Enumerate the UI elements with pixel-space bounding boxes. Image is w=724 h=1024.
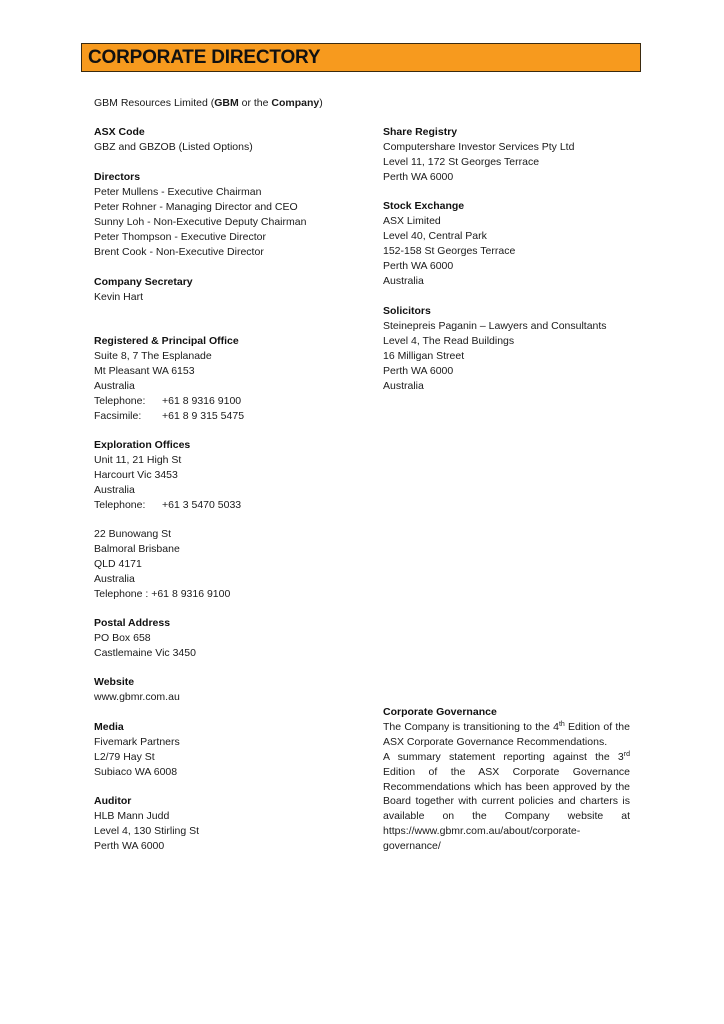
postal-address-heading: Postal Address (94, 617, 171, 629)
asx-code-value: GBZ and GBZOB (Listed Options) (94, 140, 253, 153)
address-line: 16 Milligan Street (383, 349, 465, 362)
media-heading: Media (94, 721, 124, 733)
address-line: 22 Bunowang St (94, 528, 172, 540)
address-line: Australia (94, 572, 135, 585)
asx-code-section (94, 125, 364, 155)
facsimile-line: Facsimile: +61 8 9 315 5475 (94, 409, 245, 422)
exploration-offices-heading: Exploration Offices (94, 439, 191, 451)
address-line: Unit 11, 21 High St (94, 453, 182, 466)
directors-heading: Directors (94, 171, 141, 183)
company-secretary-heading: Company Secretary (94, 276, 193, 288)
address-line: Level 4, The Read Buildings (383, 334, 515, 347)
address-line: Suite 8, 7 The Esplanade (94, 349, 212, 362)
corporate-governance-heading: Corporate Governance (383, 706, 497, 718)
share-registry-section (383, 125, 630, 185)
director-item: Peter Thompson - Executive Director (94, 230, 266, 243)
intro-line: GBM Resources Limited (GBM or the Company) (94, 97, 323, 109)
company-secretary-section (94, 275, 364, 305)
address-line: Castlemaine Vic 3450 (94, 646, 196, 659)
stock-exchange-heading: Stock Exchange (383, 200, 465, 212)
address-line: L2/79 Hay St (94, 750, 155, 763)
solicitors-heading: Solicitors (383, 305, 431, 317)
address-line: Australia (94, 483, 135, 496)
address-line: Australia (94, 379, 135, 392)
address-line: Level 11, 172 St Georges Terrace (383, 155, 540, 168)
website-section (94, 675, 364, 705)
auditor-section (94, 794, 364, 854)
address-line: Perth WA 6000 (383, 170, 454, 183)
company-secretary-name: Kevin Hart (94, 290, 144, 303)
address-line: HLB Mann Judd (94, 809, 170, 822)
exploration-office-2 (94, 527, 364, 602)
asx-code-heading: ASX Code (94, 126, 145, 138)
address-line: Perth WA 6000 (383, 259, 454, 272)
address-line: ASX Limited (383, 214, 441, 227)
address-line: Level 40, Central Park (383, 229, 487, 242)
address-line: Perth WA 6000 (94, 839, 165, 852)
address-line: QLD 4171 (94, 557, 142, 570)
governance-paragraph-1: The Company is transitioning to the 4th Edition of the ASX Corporate Governance Recommendations. (383, 720, 630, 748)
telephone-line: Telephone: +61 8 9316 9100 (94, 394, 242, 407)
governance-paragraph-2: A summary statement reporting against the 3rd Edition of the ASX Corporate Governance Recommendations which has been approved by the Board together with current policies and charters is available on the Company website at https://www.gbmr.com.au/about/corporate-governance/ (383, 750, 630, 853)
page-title: CORPORATE DIRECTORY (88, 47, 321, 68)
media-section (94, 720, 364, 780)
address-line: Australia (383, 379, 424, 392)
directors-section (94, 170, 364, 259)
address-line: Level 4, 130 Stirling St (94, 824, 200, 837)
director-item: Brent Cook - Non-Executive Director (94, 245, 264, 258)
registered-office-section (94, 334, 364, 423)
director-item: Sunny Loh - Non-Executive Deputy Chairman (94, 215, 307, 228)
share-registry-heading: Share Registry (383, 126, 458, 138)
address-line: Balmoral Brisbane (94, 542, 180, 555)
address-line: Perth WA 6000 (383, 364, 454, 377)
address-line: Subiaco WA 6008 (94, 765, 178, 778)
address-line: Australia (383, 274, 424, 287)
solicitors-section (383, 304, 630, 393)
address-line: Computershare Investor Services Pty Ltd (383, 140, 575, 153)
auditor-heading: Auditor (94, 795, 132, 807)
website-url: www.gbmr.com.au (94, 690, 180, 703)
stock-exchange-section (383, 199, 630, 288)
postal-address-section (94, 616, 364, 661)
address-line: Steinepreis Paganin – Lawyers and Consultants (383, 319, 607, 332)
address-line: PO Box 658 (94, 631, 151, 644)
address-line: Fivemark Partners (94, 735, 180, 748)
website-heading: Website (94, 676, 135, 688)
address-line: Harcourt Vic 3453 (94, 468, 178, 481)
telephone-line: Telephone : +61 8 9316 9100 (94, 587, 231, 600)
director-item: Peter Rohner - Managing Director and CEO (94, 200, 298, 213)
telephone-line: Telephone: +61 3 5470 5033 (94, 498, 242, 511)
address-line: Mt Pleasant WA 6153 (94, 364, 195, 377)
registered-office-heading: Registered & Principal Office (94, 335, 239, 347)
exploration-offices-section (94, 438, 364, 513)
corporate-governance-section (383, 705, 630, 854)
director-item: Peter Mullens - Executive Chairman (94, 185, 262, 198)
address-line: 152-158 St Georges Terrace (383, 244, 516, 257)
title-banner (81, 43, 641, 72)
